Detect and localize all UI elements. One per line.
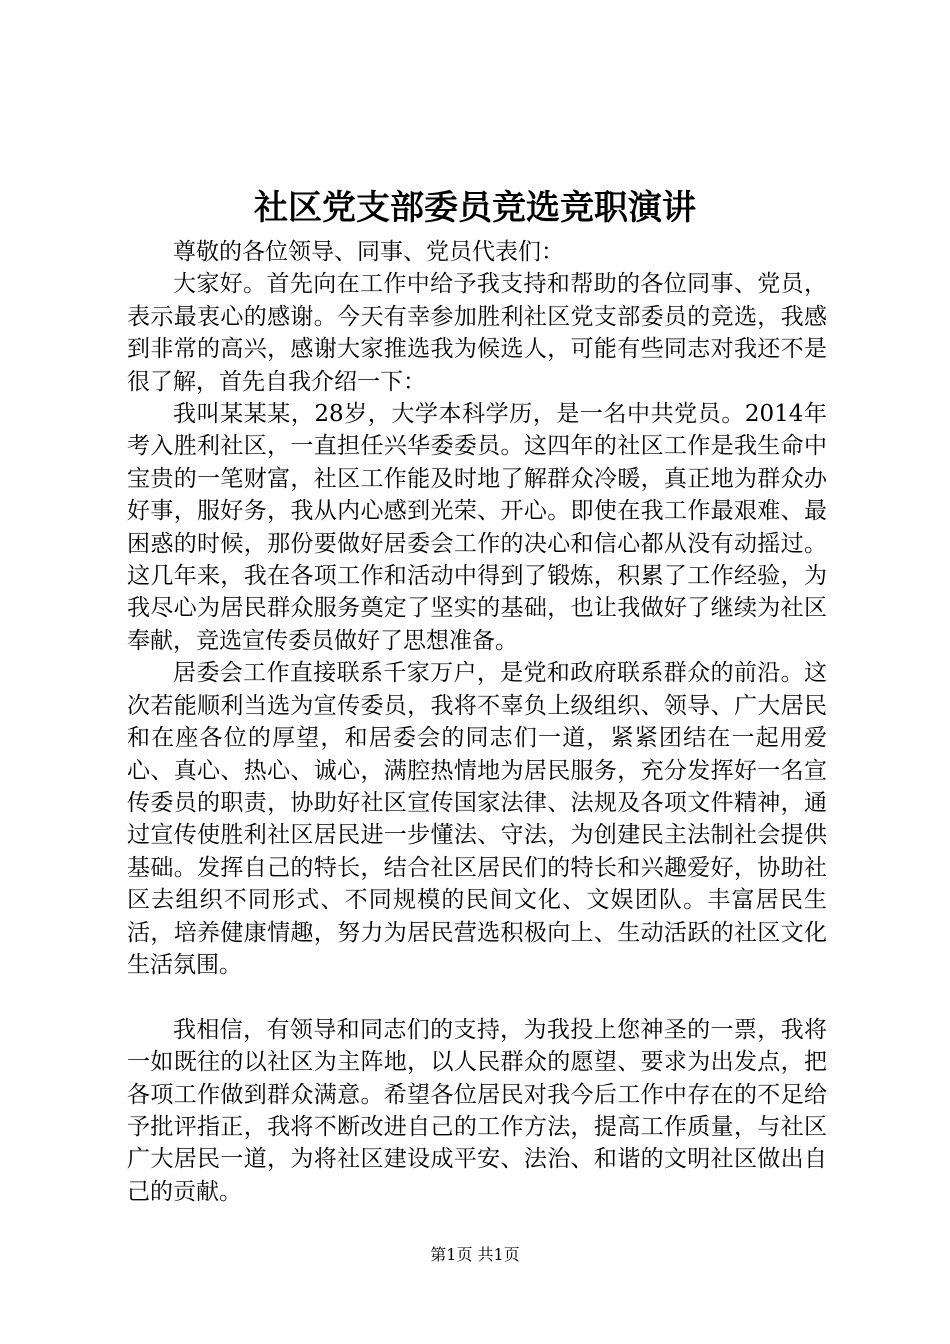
page-title: 社区党支部委员竞选竞职演讲 xyxy=(254,188,696,228)
page-number-footer: 第1页 共1页 xyxy=(430,1245,520,1264)
paragraph-spacer xyxy=(127,981,827,1013)
opening-paragraph: 大家好。首先向在工作中给予我支持和帮助的各位同事、党员，表示最衷心的感谢。今天有幸参加胜利社区党支部委员的竞选，我感到非常的高兴，感谢大家推选我为候选人，可能有些同志对我还不是很了解，首先自我介绍一下： xyxy=(127,271,827,395)
salutation-paragraph: 尊敬的各位领导、同事、党员代表们： xyxy=(173,239,564,265)
commitment-paragraph: 居委会工作直接联系千家万户，是党和政府联系群众的前沿。这次若能顺利当选为宣传委员，我将不辜负上级组织、领导、广大居民和在座各位的厚望，和居委会的同志们一道，紧紧团结在一起用爱心、真心、热心、诚心，满腔热情地为居民服务，充分发挥好一名宣传委员的职责，协助好社区宣传国家法律、法规及各项文件精神，通过宣传使胜利社区居民进一步懂法、守法，为创建民主法制社会提供基础。发挥自己的特长，结合社区居民们的特长和兴趣爱好，协助社区去组织不同形式、不同规模的民间文化、文娱团队。丰富居民生活，培养健康情趣，努力为居民营选积极向上、生动活跃的社区文化生活氛围。 xyxy=(127,660,827,978)
document-body xyxy=(127,236,827,1208)
closing-paragraph: 我相信，有领导和同志们的支持，为我投上您神圣的一票，我将一如既往的以社区为主阵地，以人民群众的愿望、要求为出发点，把各项工作做到群众满意。希望各位居民对我今后工作中存在的不足给予批评指正，我将不断改进自己的工作方法，提高工作质量，与社区广大居民一道，为将社区建设成平安、法治、和谐的文明社区做出自己的贡献。 xyxy=(127,1016,827,1205)
self-introduction-paragraph: 我叫某某某，28岁，大学本科学历，是一名中共党员。2014年考入胜利社区，一直担任兴华委委员。这四年的社区工作是我生命中宝贵的一笔财富，社区工作能及时地了解群众冷暖，真正地为群众办好事，服好务，我从内心感到光荣、开心。即使在我工作最艰难、最困惑的时候，那份要做好居委会工作的决心和信心都从没有动摇过。这几年来，我在各项工作和活动中得到了锻炼，积累了工作经验，为我尽心为居民群众服务奠定了坚实的基础，也让我做好了继续为社区奉献，竞选宣传委员做好了思想准备。 xyxy=(127,401,827,654)
